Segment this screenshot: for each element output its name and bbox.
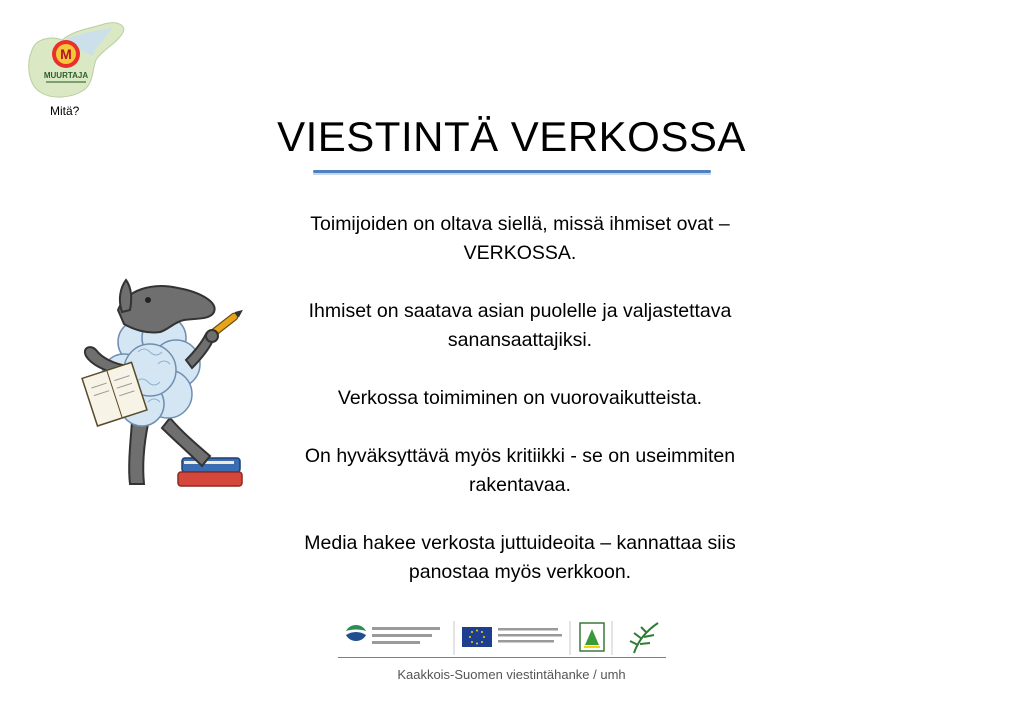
paragraph-2: Ihmiset on saatava asian puolelle ja valjastettava sanansaattajiksi.	[308, 300, 732, 351]
partner-logos-strip	[338, 617, 666, 659]
paragraph-1: Toimijoiden on oltava siellä, missä ihmiset ovat – VERKOSSA.	[310, 213, 730, 264]
title-underline	[313, 170, 711, 175]
sheep-writing-illustration	[78, 272, 250, 500]
footer-text: Kaakkois-Suomen viestintähanke / umh	[397, 667, 626, 682]
logo-letter: M	[60, 46, 72, 62]
slide-title: VIESTINTÄ VERKOSSA	[277, 113, 746, 160]
slide-body	[270, 210, 770, 616]
paragraph-5: Media hakee verkosta juttuideoita – kannattaa siis panostaa myös verkkoon.	[304, 532, 736, 583]
leader-logo	[580, 623, 604, 651]
logo-caption: Mitä?	[50, 104, 80, 118]
paragraph-3: Verkossa toimiminen on vuorovaikutteista.	[337, 387, 703, 409]
muurtaja-logo	[22, 20, 130, 102]
paragraph-4: On hyväksyttävä myös kritiikki - se on useimmiten rakentavaa.	[304, 445, 736, 496]
logo-wordmark: MUURTAJA	[43, 71, 89, 80]
